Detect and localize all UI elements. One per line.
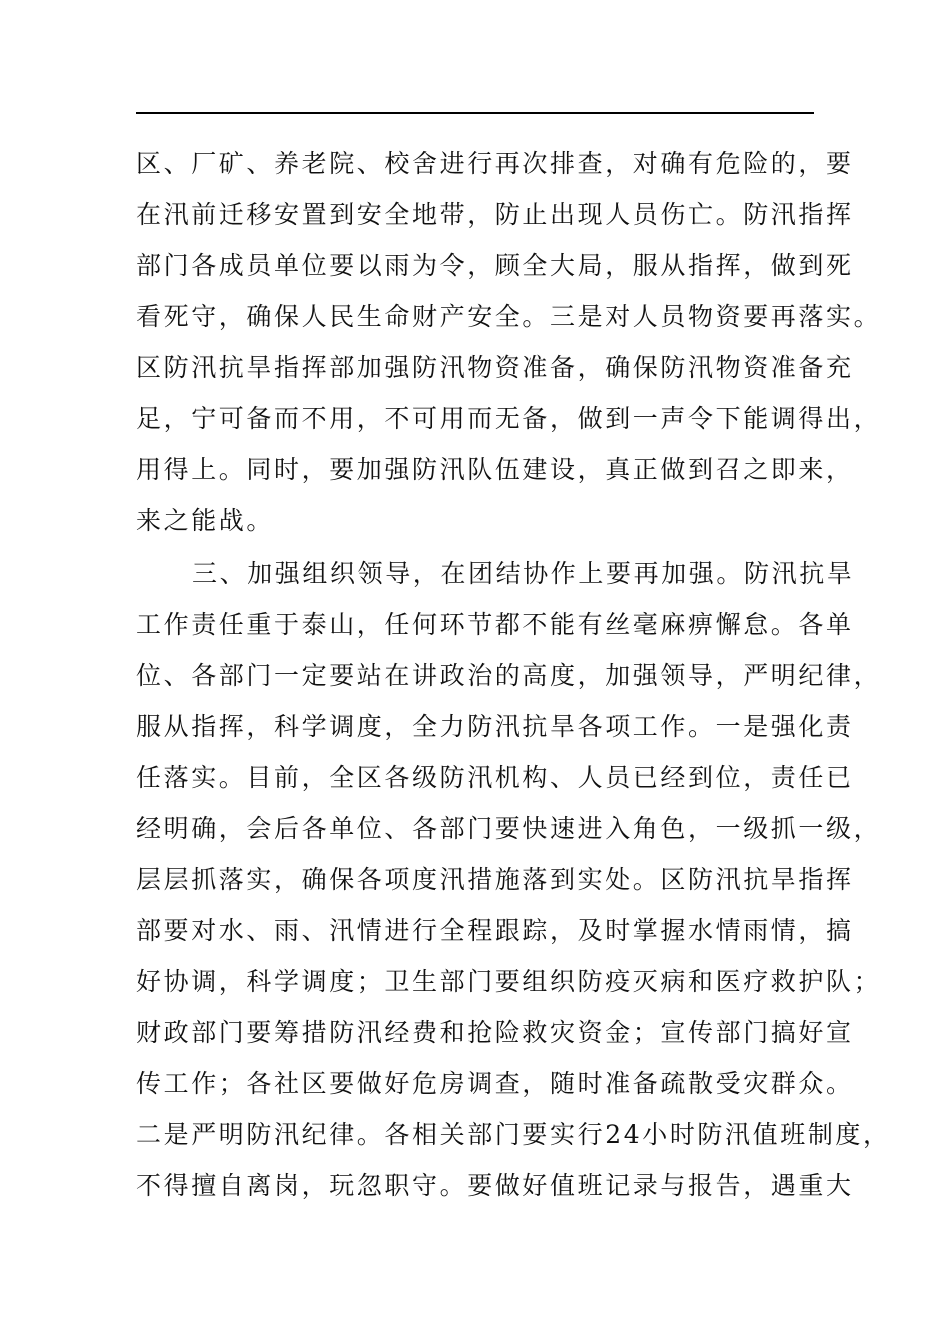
text-line: 传工作；各社区要做好危房调查，随时准备疏散受灾群众。 — [136, 1069, 854, 1098]
text-line: 区、厂矿、养老院、校舍进行再次排查，对确有危险的，要 — [136, 149, 854, 178]
text-line: 不得擅自离岗，玩忽职守。要做好值班记录与报告，遇重大 — [136, 1171, 854, 1200]
text-line: 区防汛抗旱指挥部加强防汛物资准备，确保防汛物资准备充 — [136, 353, 854, 382]
text-line: 经明确，会后各单位、各部门要快速进入角色，一级抓一级， — [136, 814, 882, 843]
text-line: 部要对水、雨、汛情进行全程跟踪，及时掌握水情雨情，搞 — [136, 916, 854, 945]
text-line: 层层抓落实，确保各项度汛措施落到实处。区防汛抗旱指挥 — [136, 865, 854, 894]
text-line: 来之能战。 — [136, 506, 275, 535]
text-line: 足，宁可备而不用，不可用而无备，做到一声令下能调得出， — [136, 404, 882, 433]
body-text — [136, 138, 891, 1211]
text-line: 看死守，确保人民生命财产安全。三是对人员物资要再落实。 — [136, 302, 882, 331]
text-line: 服从指挥，科学调度，全力防汛抗旱各项工作。一是强化责 — [136, 712, 854, 741]
text-line: 工作责任重于泰山，任何环节都不能有丝毫麻痹懈怠。各单 — [136, 610, 854, 639]
header-rule — [136, 112, 814, 114]
paragraph-first-line: 三、加强组织领导，在团结协作上要再加强。防汛抗旱 — [192, 559, 855, 588]
text-line: 位、各部门一定要站在讲政治的高度，加强领导，严明纪律， — [136, 661, 882, 690]
text-line: 二是严明防汛纪律。各相关部门要实行24小时防汛值班制度， — [136, 1120, 891, 1149]
text-line: 在汛前迁移安置到安全地带，防止出现人员伤亡。防汛指挥 — [136, 200, 854, 229]
text-line: 任落实。目前，全区各级防汛机构、人员已经到位，责任已 — [136, 763, 854, 792]
text-line: 财政部门要筹措防汛经费和抢险救灾资金；宣传部门搞好宣 — [136, 1018, 854, 1047]
text-line: 用得上。同时，要加强防汛队伍建设，真正做到召之即来， — [136, 455, 854, 484]
text-line: 部门各成员单位要以雨为令，顾全大局，服从指挥，做到死 — [136, 251, 854, 280]
text-line: 好协调，科学调度；卫生部门要组织防疫灭病和医疗救护队； — [136, 967, 882, 996]
